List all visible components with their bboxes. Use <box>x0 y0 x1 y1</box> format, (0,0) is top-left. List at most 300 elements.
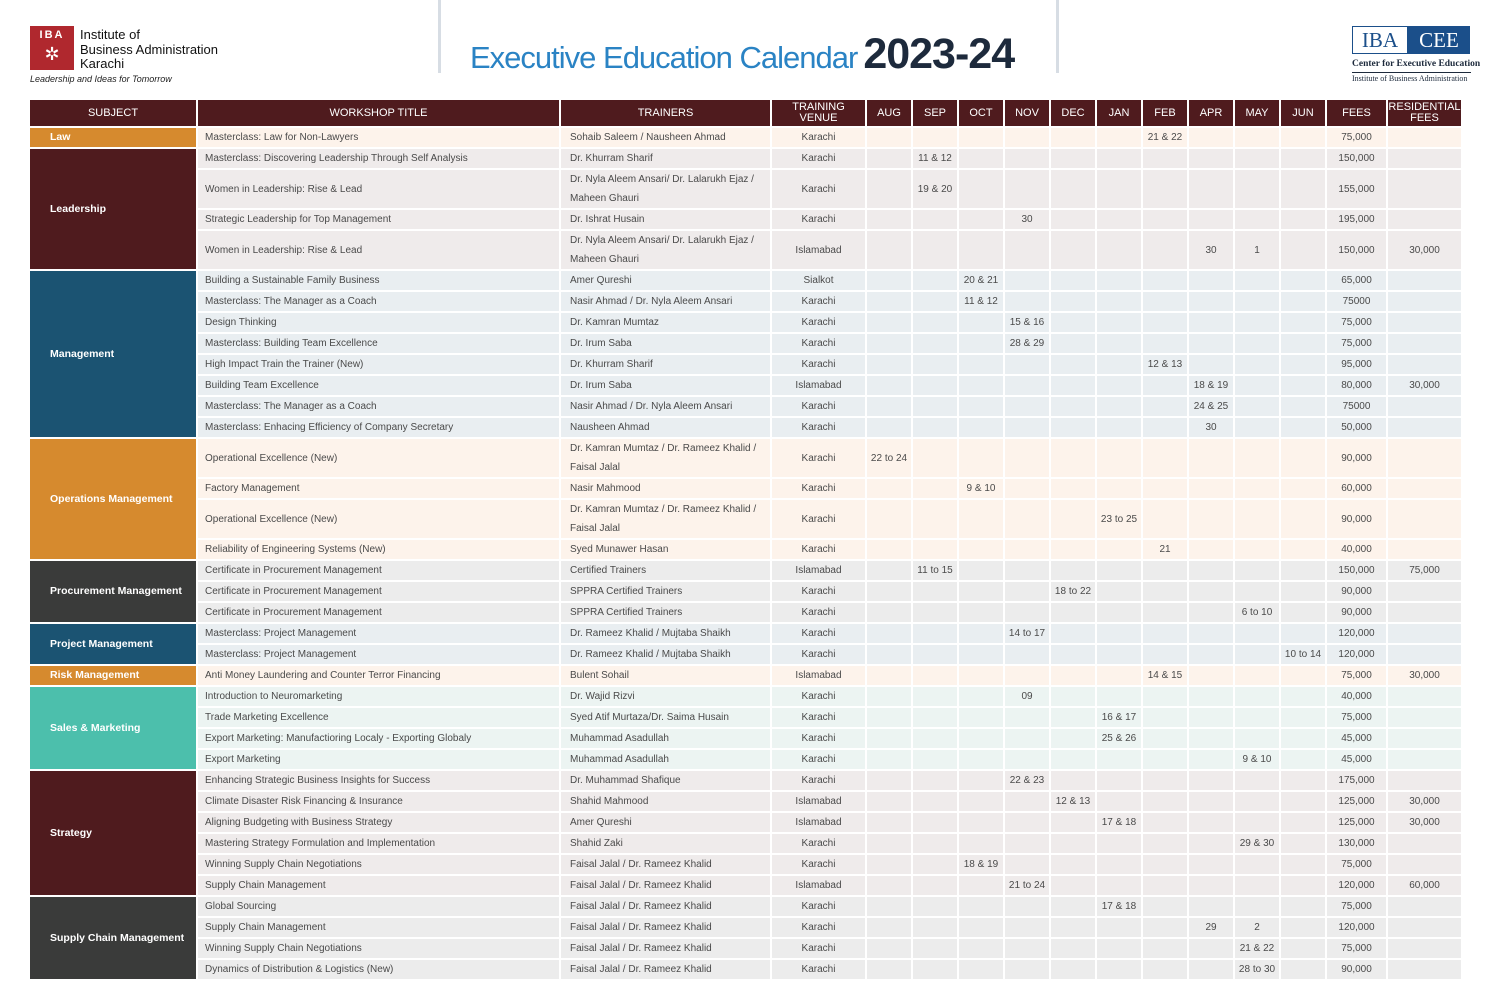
table-row <box>30 231 1461 269</box>
month-cell <box>959 897 1003 916</box>
venue-cell: Karachi <box>772 687 865 706</box>
month-cell <box>1235 708 1279 727</box>
month-cell <box>867 271 911 290</box>
residential-fee-cell <box>1388 355 1461 374</box>
month-cell <box>1189 876 1233 895</box>
month-cell <box>1235 687 1279 706</box>
month-cell <box>1143 603 1187 622</box>
month-cell <box>1097 918 1141 937</box>
month-cell <box>959 397 1003 416</box>
subject-cell: Law <box>30 128 196 147</box>
month-cell: 29 & 30 <box>1235 834 1279 853</box>
month-cell <box>1097 128 1141 147</box>
month-cell <box>959 313 1003 332</box>
month-cell <box>1005 561 1049 580</box>
month-cell <box>867 397 911 416</box>
trainer-cell: Dr. Rameez Khalid / Mujtaba Shaikh <box>561 645 770 664</box>
workshop-title-cell: Certificate in Procurement Management <box>198 582 559 601</box>
month-cell <box>959 500 1003 538</box>
month-cell <box>959 170 1003 208</box>
month-cell: 25 & 26 <box>1097 729 1141 748</box>
month-cell <box>1281 334 1325 353</box>
month-cell <box>959 876 1003 895</box>
month-cell <box>867 939 911 958</box>
residential-fee-cell <box>1388 170 1461 208</box>
month-cell <box>867 231 911 269</box>
residential-fee-cell <box>1388 334 1461 353</box>
workshop-title-cell: Reliability of Engineering Systems (New) <box>198 540 559 559</box>
title-light: Executive Education Calendar <box>470 40 858 75</box>
month-cell <box>959 771 1003 790</box>
trainer-cell: SPPRA Certified Trainers <box>561 603 770 622</box>
month-cell <box>1235 855 1279 874</box>
col-month: OCT <box>959 100 1003 126</box>
month-cell <box>1281 397 1325 416</box>
month-cell <box>1281 418 1325 437</box>
table-row <box>30 313 1461 332</box>
month-cell: 11 & 12 <box>959 292 1003 311</box>
month-cell <box>913 960 957 979</box>
col-fees: FEES <box>1327 100 1386 126</box>
venue-cell: Karachi <box>772 855 865 874</box>
trainer-cell: Bulent Sohail <box>561 666 770 685</box>
table-row <box>30 939 1461 958</box>
subject-cell: Project Management <box>30 624 196 664</box>
month-cell <box>1189 939 1233 958</box>
workshop-title-cell: Masterclass: Project Management <box>198 624 559 643</box>
month-cell: 11 to 15 <box>913 561 957 580</box>
residential-fee-cell: 30,000 <box>1388 666 1461 685</box>
fee-cell: 50,000 <box>1327 418 1386 437</box>
workshop-title-cell: Masterclass: Building Team Excellence <box>198 334 559 353</box>
month-cell <box>1281 918 1325 937</box>
workshop-title-cell: Building Team Excellence <box>198 376 559 395</box>
venue-cell: Karachi <box>772 170 865 208</box>
month-cell <box>1143 813 1187 832</box>
month-cell <box>867 813 911 832</box>
venue-cell: Karachi <box>772 708 865 727</box>
month-cell <box>1097 750 1141 769</box>
month-cell: 15 & 16 <box>1005 313 1049 332</box>
residential-fee-cell <box>1388 603 1461 622</box>
iba-logo <box>30 26 74 70</box>
month-cell <box>1097 939 1141 958</box>
residential-fee-cell: 75,000 <box>1388 561 1461 580</box>
table-row <box>30 813 1461 832</box>
cee-logo: IBA CEE <box>1352 26 1474 54</box>
fee-cell: 125,000 <box>1327 813 1386 832</box>
month-cell <box>1143 771 1187 790</box>
table-row <box>30 876 1461 895</box>
venue-cell: Karachi <box>772 750 865 769</box>
calendar-table <box>28 98 1463 981</box>
month-cell <box>867 603 911 622</box>
month-cell <box>1281 149 1325 168</box>
month-cell <box>1189 792 1233 811</box>
month-cell <box>1143 439 1187 477</box>
venue-cell: Islamabad <box>772 561 865 580</box>
fee-cell: 130,000 <box>1327 834 1386 853</box>
month-cell <box>1051 750 1095 769</box>
venue-cell: Karachi <box>772 128 865 147</box>
month-cell <box>1235 624 1279 643</box>
month-cell <box>1189 771 1233 790</box>
table-row <box>30 624 1461 643</box>
residential-fee-cell <box>1388 855 1461 874</box>
month-cell <box>959 624 1003 643</box>
month-cell <box>1005 855 1049 874</box>
month-cell <box>1005 355 1049 374</box>
month-cell <box>1143 624 1187 643</box>
table-row <box>30 128 1461 147</box>
fee-cell: 90,000 <box>1327 960 1386 979</box>
workshop-title-cell: Building a Sustainable Family Business <box>198 271 559 290</box>
month-cell <box>1051 540 1095 559</box>
venue-cell: Karachi <box>772 313 865 332</box>
fee-cell: 90,000 <box>1327 439 1386 477</box>
month-cell <box>913 582 957 601</box>
month-cell <box>959 418 1003 437</box>
month-cell <box>1097 876 1141 895</box>
month-cell <box>1005 439 1049 477</box>
table-row <box>30 792 1461 811</box>
month-cell <box>1097 834 1141 853</box>
month-cell <box>913 918 957 937</box>
month-cell <box>867 645 911 664</box>
residential-fee-cell <box>1388 540 1461 559</box>
trainer-cell: Syed Munawer Hasan <box>561 540 770 559</box>
table-row <box>30 170 1461 208</box>
workshop-title-cell: Dynamics of Distribution & Logistics (New) <box>198 960 559 979</box>
month-cell <box>1235 561 1279 580</box>
table-row <box>30 355 1461 374</box>
month-cell <box>1143 855 1187 874</box>
col-month: APR <box>1189 100 1233 126</box>
month-cell <box>1189 313 1233 332</box>
month-cell <box>1281 292 1325 311</box>
month-cell <box>1097 271 1141 290</box>
month-cell <box>1235 897 1279 916</box>
venue-cell: Karachi <box>772 960 865 979</box>
month-cell: 30 <box>1189 418 1233 437</box>
month-cell <box>1051 170 1095 208</box>
month-cell <box>867 960 911 979</box>
fee-cell: 40,000 <box>1327 540 1386 559</box>
month-cell <box>1143 939 1187 958</box>
month-cell <box>1235 334 1279 353</box>
month-cell <box>1189 813 1233 832</box>
month-cell <box>867 128 911 147</box>
month-cell <box>1143 231 1187 269</box>
month-cell <box>1189 750 1233 769</box>
month-cell <box>959 334 1003 353</box>
month-cell <box>1143 170 1187 208</box>
month-cell <box>913 355 957 374</box>
venue-cell: Karachi <box>772 834 865 853</box>
trainer-cell: Dr. Wajid Rizvi <box>561 687 770 706</box>
month-cell <box>1143 479 1187 498</box>
venue-cell: Karachi <box>772 439 865 477</box>
residential-fee-cell <box>1388 210 1461 229</box>
month-cell: 16 & 17 <box>1097 708 1141 727</box>
month-cell <box>913 292 957 311</box>
month-cell <box>1005 708 1049 727</box>
month-cell <box>1005 479 1049 498</box>
fee-cell: 120,000 <box>1327 645 1386 664</box>
month-cell <box>1143 149 1187 168</box>
residential-fee-cell <box>1388 645 1461 664</box>
fee-cell: 75,000 <box>1327 666 1386 685</box>
month-cell <box>1281 128 1325 147</box>
table-row <box>30 540 1461 559</box>
residential-fee-cell <box>1388 750 1461 769</box>
month-cell <box>1143 561 1187 580</box>
trainer-cell: Nausheen Ahmad <box>561 418 770 437</box>
month-cell <box>1097 418 1141 437</box>
col-month: NOV <box>1005 100 1049 126</box>
venue-cell: Islamabad <box>772 666 865 685</box>
month-cell <box>1143 918 1187 937</box>
divider-right <box>1056 0 1059 73</box>
month-cell <box>959 210 1003 229</box>
col-month: DEC <box>1051 100 1095 126</box>
workshop-title-cell: Factory Management <box>198 479 559 498</box>
month-cell <box>959 813 1003 832</box>
table-row <box>30 771 1461 790</box>
workshop-title-cell: Certificate in Procurement Management <box>198 603 559 622</box>
month-cell <box>913 750 957 769</box>
venue-cell: Karachi <box>772 939 865 958</box>
venue-cell: Karachi <box>772 603 865 622</box>
trainer-cell: Dr. Irum Saba <box>561 334 770 353</box>
month-cell <box>1051 500 1095 538</box>
month-cell <box>1143 210 1187 229</box>
month-cell <box>913 792 957 811</box>
month-cell <box>867 313 911 332</box>
workshop-title-cell: Enhancing Strategic Business Insights for Success <box>198 771 559 790</box>
month-cell <box>913 939 957 958</box>
fee-cell: 175,000 <box>1327 771 1386 790</box>
month-cell <box>1281 624 1325 643</box>
month-cell <box>1097 355 1141 374</box>
month-cell <box>1005 231 1049 269</box>
col-trainers: TRAINERS <box>561 100 770 126</box>
month-cell <box>867 355 911 374</box>
month-cell <box>913 687 957 706</box>
fee-cell: 80,000 <box>1327 376 1386 395</box>
tagline: Leadership and Ideas for Tomorrow <box>30 74 172 84</box>
fee-cell: 75,000 <box>1327 334 1386 353</box>
month-cell <box>867 666 911 685</box>
venue-cell: Islamabad <box>772 876 865 895</box>
month-cell <box>1235 439 1279 477</box>
venue-cell: Karachi <box>772 918 865 937</box>
residential-fee-cell <box>1388 708 1461 727</box>
month-cell: 30 <box>1005 210 1049 229</box>
venue-cell: Karachi <box>772 771 865 790</box>
fee-cell: 155,000 <box>1327 170 1386 208</box>
month-cell <box>867 687 911 706</box>
cee-name: Center for Executive Education <box>1352 59 1481 69</box>
month-cell <box>1005 582 1049 601</box>
venue-cell: Karachi <box>772 292 865 311</box>
month-cell <box>867 771 911 790</box>
residential-fee-cell <box>1388 149 1461 168</box>
residential-fee-cell <box>1388 313 1461 332</box>
month-cell <box>1051 397 1095 416</box>
month-cell <box>913 897 957 916</box>
month-cell <box>867 729 911 748</box>
table-row <box>30 561 1461 580</box>
month-cell <box>1051 561 1095 580</box>
month-cell <box>1097 231 1141 269</box>
month-cell <box>867 500 911 538</box>
residential-fee-cell: 30,000 <box>1388 813 1461 832</box>
trainer-cell: Nasir Mahmood <box>561 479 770 498</box>
month-cell <box>1005 918 1049 937</box>
venue-cell: Karachi <box>772 418 865 437</box>
table-row <box>30 479 1461 498</box>
month-cell <box>867 792 911 811</box>
month-cell <box>1097 479 1141 498</box>
month-cell: 22 & 23 <box>1005 771 1049 790</box>
month-cell <box>1097 624 1141 643</box>
fee-cell: 75,000 <box>1327 939 1386 958</box>
month-cell <box>867 876 911 895</box>
month-cell <box>1189 834 1233 853</box>
month-cell <box>1051 918 1095 937</box>
month-cell <box>1235 418 1279 437</box>
month-cell <box>1051 771 1095 790</box>
month-cell: 21 & 22 <box>1235 939 1279 958</box>
col-training-venue: TRAINING VENUE <box>772 100 865 126</box>
month-cell <box>1051 813 1095 832</box>
month-cell <box>1235 645 1279 664</box>
month-cell <box>1051 149 1095 168</box>
fee-cell: 120,000 <box>1327 918 1386 937</box>
month-cell <box>1005 128 1049 147</box>
trainer-cell: Shahid Zaki <box>561 834 770 853</box>
month-cell <box>1189 149 1233 168</box>
residential-fee-cell <box>1388 128 1461 147</box>
month-cell: 6 to 10 <box>1235 603 1279 622</box>
month-cell <box>1097 960 1141 979</box>
month-cell <box>1235 210 1279 229</box>
month-cell <box>1005 376 1049 395</box>
col-month: FEB <box>1143 100 1187 126</box>
table-row <box>30 897 1461 916</box>
month-cell <box>1143 792 1187 811</box>
month-cell: 14 & 15 <box>1143 666 1187 685</box>
venue-cell: Karachi <box>772 582 865 601</box>
month-cell <box>1005 292 1049 311</box>
month-cell <box>1097 792 1141 811</box>
month-cell <box>1097 540 1141 559</box>
table-row <box>30 582 1461 601</box>
table-row <box>30 149 1461 168</box>
month-cell <box>1097 292 1141 311</box>
month-cell <box>959 645 1003 664</box>
month-cell <box>1189 128 1233 147</box>
month-cell <box>1281 834 1325 853</box>
residential-fee-cell <box>1388 918 1461 937</box>
month-cell: 18 & 19 <box>959 855 1003 874</box>
table-row <box>30 397 1461 416</box>
month-cell <box>1051 376 1095 395</box>
fee-cell: 75,000 <box>1327 897 1386 916</box>
month-cell <box>1235 666 1279 685</box>
month-cell <box>1005 813 1049 832</box>
month-cell <box>1005 397 1049 416</box>
month-cell <box>867 624 911 643</box>
month-cell <box>1281 271 1325 290</box>
trainer-cell: Nasir Ahmad / Dr. Nyla Aleem Ansari <box>561 397 770 416</box>
trainer-cell: Faisal Jalal / Dr. Rameez Khalid <box>561 855 770 874</box>
table-row <box>30 960 1461 979</box>
month-cell <box>1051 729 1095 748</box>
venue-cell: Karachi <box>772 897 865 916</box>
trainer-cell: Dr. Kamran Mumtaz / Dr. Rameez Khalid / Faisal Jalal <box>561 439 770 477</box>
month-cell <box>913 855 957 874</box>
month-cell: 11 & 12 <box>913 149 957 168</box>
title-year: 2023-24 <box>863 30 1015 78</box>
month-cell <box>1281 960 1325 979</box>
residential-fee-cell <box>1388 292 1461 311</box>
month-cell <box>959 687 1003 706</box>
month-cell <box>1051 939 1095 958</box>
month-cell <box>867 292 911 311</box>
month-cell <box>1097 561 1141 580</box>
month-cell <box>1281 666 1325 685</box>
month-cell <box>1281 540 1325 559</box>
table-row <box>30 376 1461 395</box>
trainer-cell: SPPRA Certified Trainers <box>561 582 770 601</box>
workshop-title-cell: Introduction to Neuromarketing <box>198 687 559 706</box>
month-cell <box>959 540 1003 559</box>
month-cell <box>959 376 1003 395</box>
trainer-cell: Shahid Mahmood <box>561 792 770 811</box>
month-cell <box>1189 603 1233 622</box>
month-cell <box>1051 355 1095 374</box>
workshop-title-cell: Anti Money Laundering and Counter Terror Financing <box>198 666 559 685</box>
month-cell <box>1189 624 1233 643</box>
month-cell <box>1189 645 1233 664</box>
subject-cell: Strategy <box>30 771 196 895</box>
month-cell <box>1281 729 1325 748</box>
workshop-title-cell: Mastering Strategy Formulation and Implementation <box>198 834 559 853</box>
fee-cell: 75000 <box>1327 292 1386 311</box>
table-row <box>30 729 1461 748</box>
month-cell <box>1189 439 1233 477</box>
col-month: AUG <box>867 100 911 126</box>
month-cell: 1 <box>1235 231 1279 269</box>
month-cell <box>1005 897 1049 916</box>
workshop-title-cell: Global Sourcing <box>198 897 559 916</box>
month-cell <box>1143 376 1187 395</box>
workshop-title-cell: Masterclass: The Manager as a Coach <box>198 397 559 416</box>
month-cell <box>1005 792 1049 811</box>
month-cell: 18 to 22 <box>1051 582 1095 601</box>
month-cell <box>1143 334 1187 353</box>
month-cell <box>1051 479 1095 498</box>
month-cell <box>1051 687 1095 706</box>
workshop-title-cell: Winning Supply Chain Negotiations <box>198 939 559 958</box>
month-cell <box>1005 666 1049 685</box>
month-cell <box>1235 792 1279 811</box>
workshop-title-cell: Certificate in Procurement Management <box>198 561 559 580</box>
fee-cell: 195,000 <box>1327 210 1386 229</box>
col-workshop-title: WORKSHOP TITLE <box>198 100 559 126</box>
